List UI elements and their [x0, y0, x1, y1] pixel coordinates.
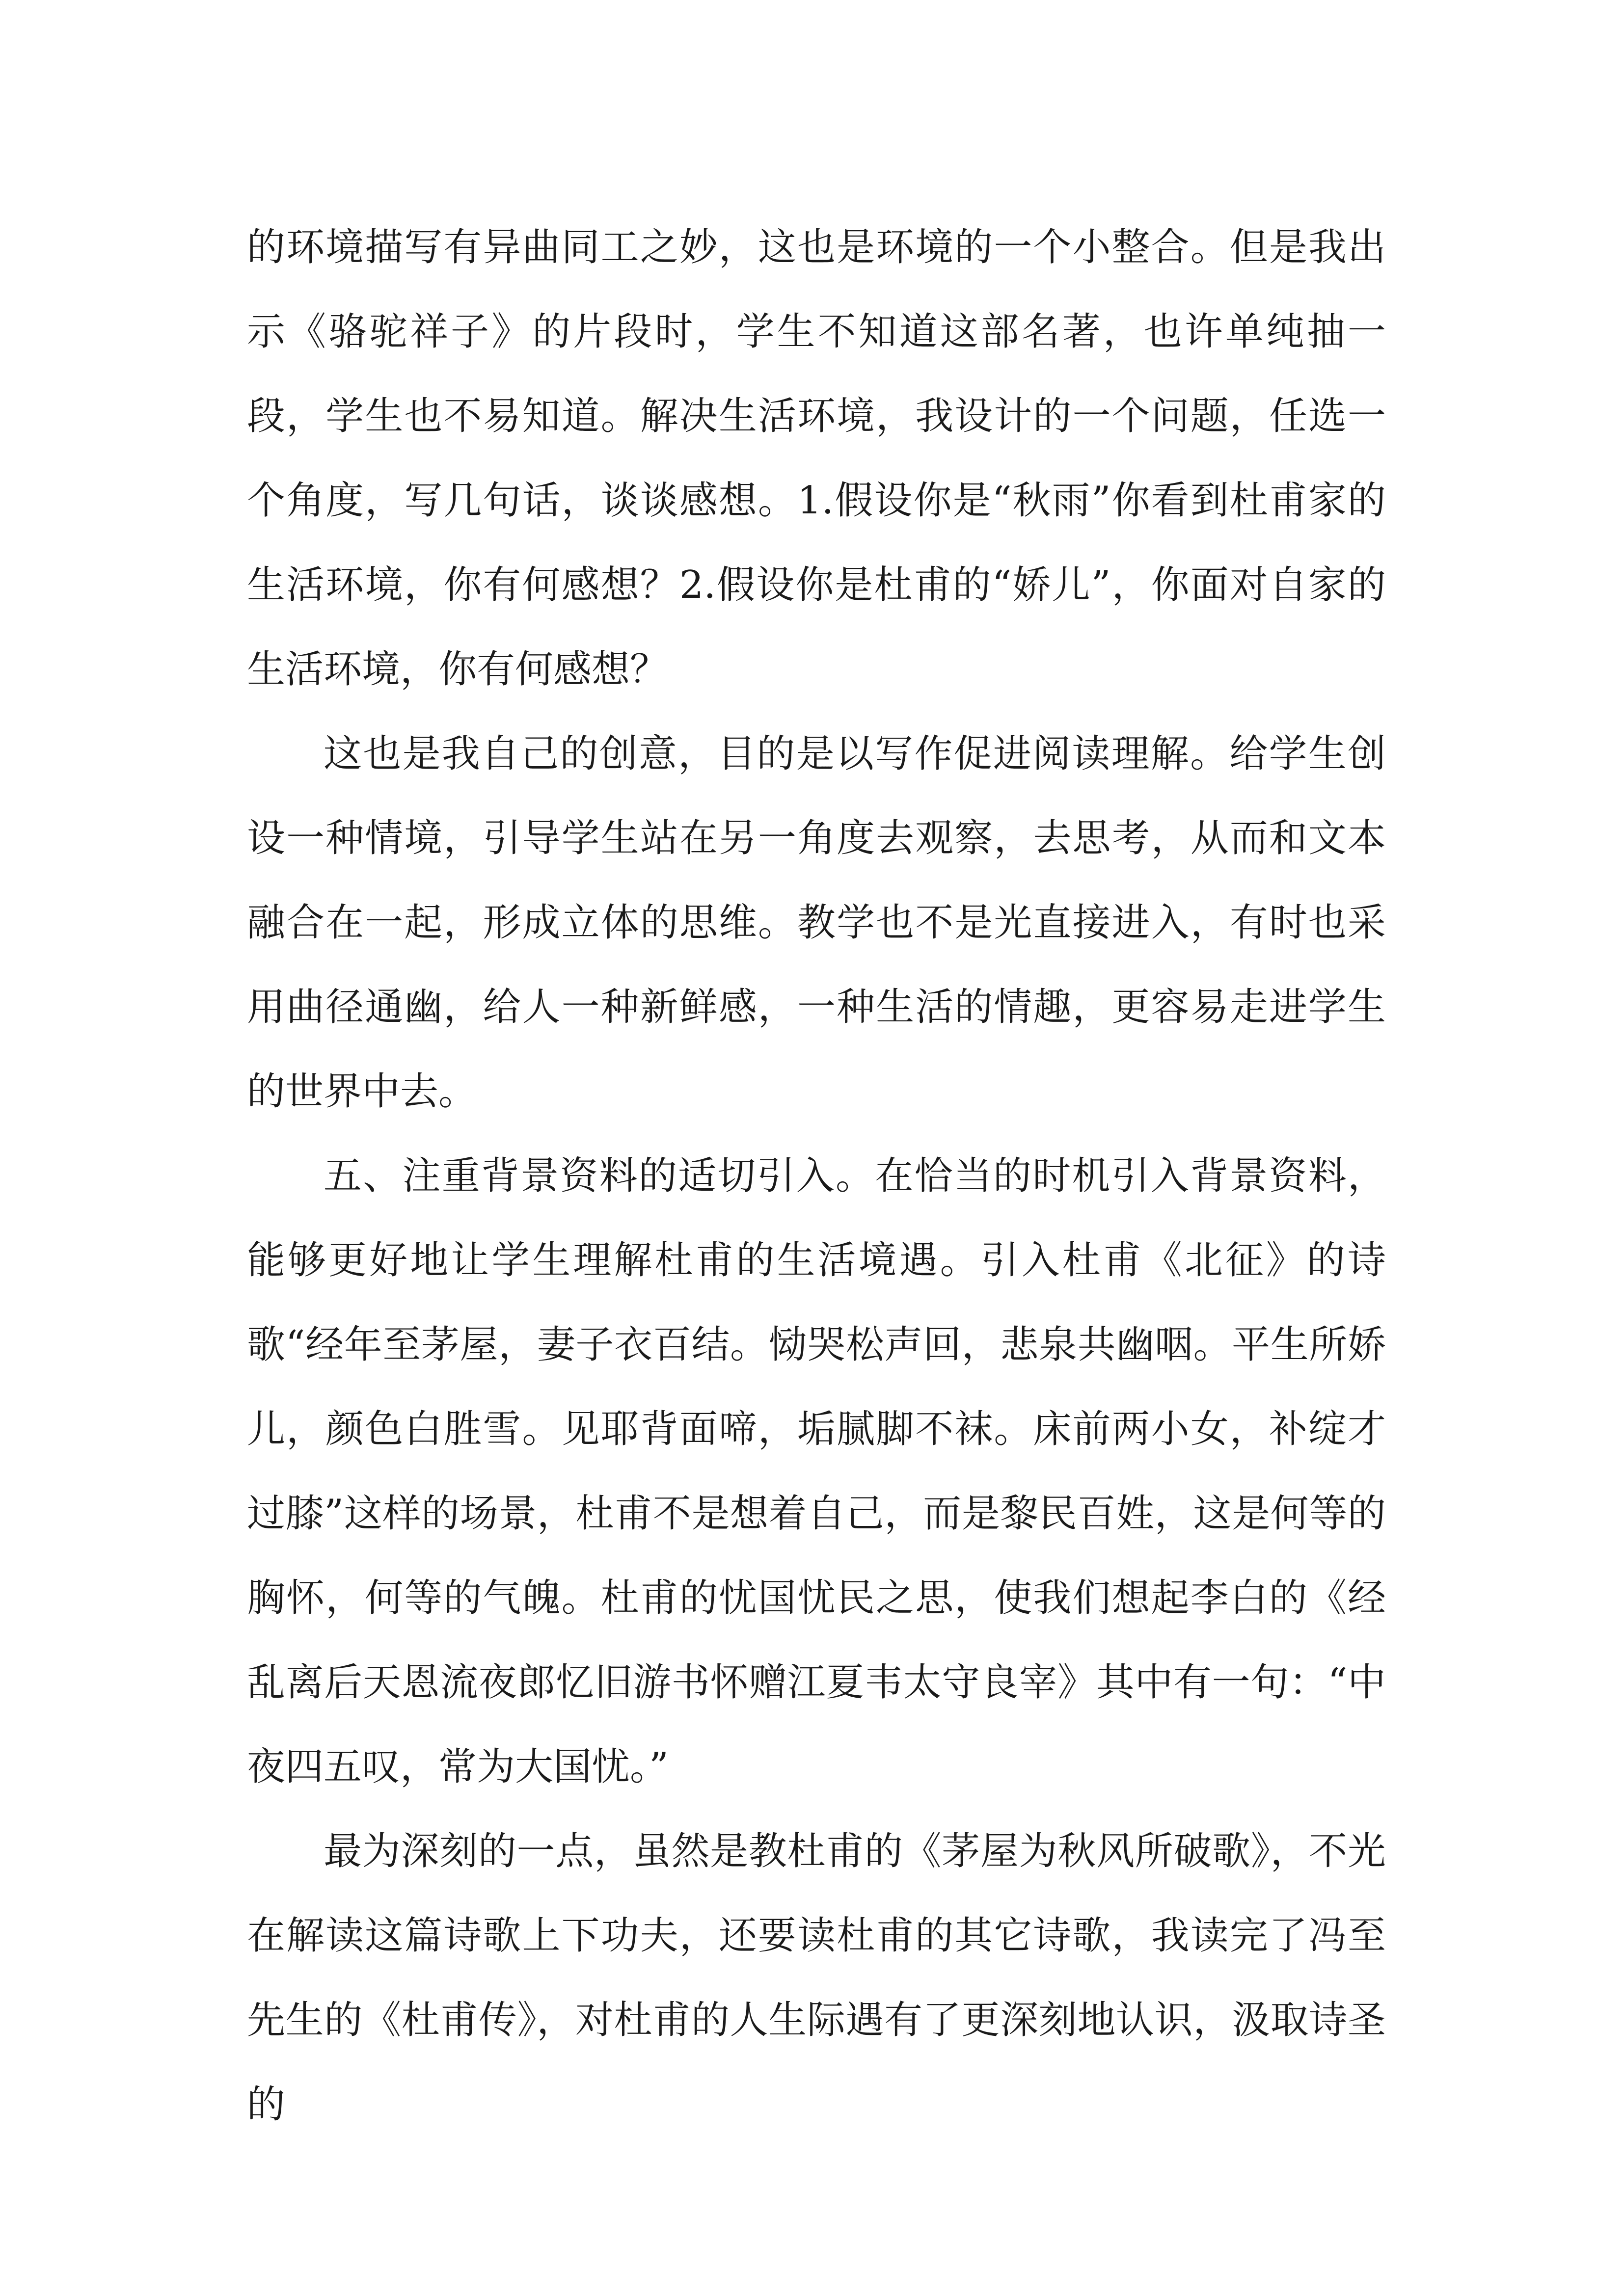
- paragraph-1: 的环境描写有异曲同工之妙，这也是环境的一个小整合。但是我出示《骆驼祥子》的片段时，学生不知道这部名著，也许单纯抽一段，学生也不易知道。解决生活环境，我设计的一个问题，任选一个角度，写几句话，谈谈感想。1.假设你是“秋雨”你看到杜甫家的生活环境，你有何感想？2.假设你是杜甫的“娇儿”，你面对自家的生活环境，你有何感想？: [247, 225, 1386, 692]
- paragraph-3: 五、注重背景资料的适切引入。在恰当的时机引入背景资料，能够更好地让学生理解杜甫的生活境遇。引入杜甫《北征》的诗歌“经年至茅屋，妻子衣百结。恸哭松声回，悲泉共幽咽。平生所娇儿，颜色白胜雪。见耶背面啼，垢腻脚不袜。床前两小女，补绽才过膝”这样的场景，杜甫不是想着自己，而是黎民百姓，这是何等的胸怀，何等的气魄。杜甫的忧国忧民之思，使我们想起李白的《经乱离后天恩流夜郎忆旧游书怀赠江夏韦太守良宰》其中有一句：“中夜四五叹，常为大国忧。”: [247, 1154, 1386, 1789]
- paragraph-4: 最为深刻的一点，虽然是教杜甫的《茅屋为秋风所破歌》，不光在解读这篇诗歌上下功夫，还要读杜甫的其它诗歌，我读完了冯至先生的《杜甫传》，对杜甫的人生际遇有了更深刻地认识，汲取诗圣的: [247, 1829, 1386, 2127]
- paragraph-2: 这也是我自己的创意，目的是以写作促进阅读理解。给学生创设一种情境，引导学生站在另一角度去观察，去思考，从而和文本融合在一起，形成立体的思维。教学也不是光直接进入，有时也采用曲径通幽，给人一种新鲜感，一种生活的情趣，更容易走进学生的世界中去。: [247, 732, 1386, 1114]
- document-body: [247, 205, 1386, 2147]
